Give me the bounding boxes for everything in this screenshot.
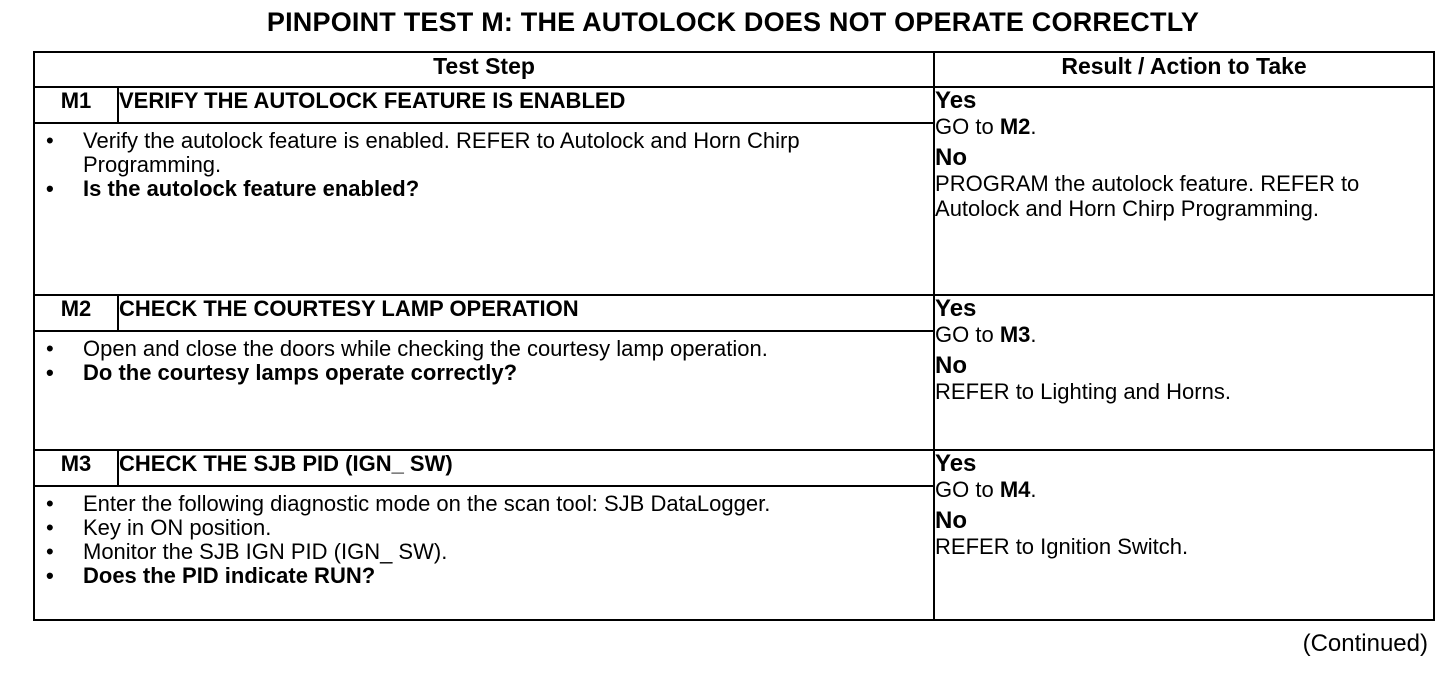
step-bullets — [35, 492, 933, 588]
list-item-question: • Do the courtesy lamps operate correctly? — [83, 361, 933, 385]
yes-label: Yes — [935, 450, 977, 477]
step-result — [934, 450, 1434, 620]
result-header: Result / Action to Take — [934, 52, 1434, 87]
no-action: REFER to Ignition Switch. — [935, 534, 1189, 559]
page-title: PINPOINT TEST M: THE AUTOLOCK DOES NOT OPERATE CORRECTLY — [266, 7, 1200, 37]
no-label: No — [935, 144, 968, 171]
step-title: VERIFY THE AUTOLOCK FEATURE IS ENABLED — [118, 87, 934, 123]
list-item: • Monitor the SJB IGN PID (IGN_ SW). — [83, 540, 933, 564]
no-label: No — [935, 352, 968, 379]
list-item: • Verify the autolock feature is enabled. REFER to Autolock and Horn Chirp Programming. — [83, 129, 933, 177]
test-step-header: Test Step — [34, 52, 934, 87]
yes-label: Yes — [935, 295, 977, 322]
yes-action: GO to M2. — [935, 114, 1037, 139]
step-title: CHECK THE SJB PID (IGN_ SW) — [118, 450, 934, 486]
step-title-row — [34, 295, 1434, 331]
table-header-row — [34, 52, 1434, 87]
step-title: CHECK THE COURTESY LAMP OPERATION — [118, 295, 934, 331]
step-title-row — [34, 87, 1434, 123]
step-content — [34, 486, 934, 620]
step-title-row — [34, 450, 1434, 486]
no-action: REFER to Lighting and Horns. — [935, 379, 1231, 404]
no-action: PROGRAM the autolock feature. REFER to Autolock and Horn Chirp Programming. — [935, 171, 1360, 221]
step-result — [934, 295, 1434, 450]
list-item-question: • Is the autolock feature enabled? — [83, 177, 933, 201]
list-item: • Key in ON position. — [83, 516, 933, 540]
step-bullets — [35, 129, 933, 201]
yes-label: Yes — [935, 87, 977, 114]
no-label: No — [935, 507, 968, 534]
step-bullets — [35, 337, 933, 385]
yes-action: GO to M3. — [935, 322, 1037, 347]
step-id: M1 — [34, 87, 118, 123]
list-item: • Enter the following diagnostic mode on the scan tool: SJB DataLogger. — [83, 492, 933, 516]
pinpoint-test-table — [33, 51, 1435, 621]
step-id: M2 — [34, 295, 118, 331]
step-content — [34, 331, 934, 450]
step-result — [934, 87, 1434, 295]
yes-action: GO to M4. — [935, 477, 1037, 502]
continued-label: (Continued) — [1302, 630, 1428, 657]
list-item-question: • Does the PID indicate RUN? — [83, 564, 933, 588]
list-item: • Open and close the doors while checking the courtesy lamp operation. — [83, 337, 933, 361]
step-id: M3 — [34, 450, 118, 486]
step-content — [34, 123, 934, 295]
